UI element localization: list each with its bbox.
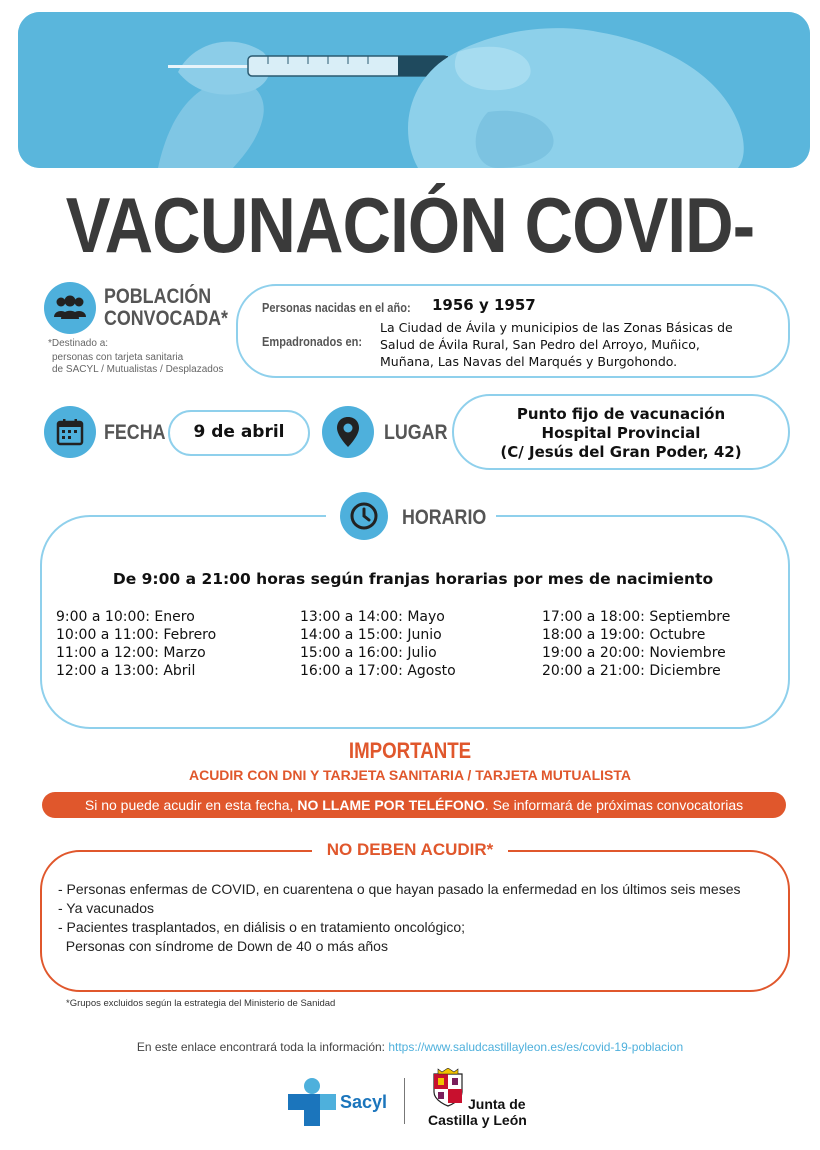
warning-text-emphasis: NO LLAME POR TELÉFONO [297, 797, 485, 813]
people-icon [44, 282, 96, 334]
horario-column-1 [56, 608, 216, 680]
horario-slot: 18:00 a 19:00: Octubre [542, 627, 706, 643]
location-pin-icon [322, 406, 374, 458]
horario-slot: 14:00 a 15:00: Junio [300, 627, 442, 643]
empadronados-line2: Salud de Ávila Rural, San Pedro del Arroyo, Muñico, [380, 337, 700, 352]
lugar-label: LUGAR [384, 421, 448, 444]
nacidas-label: Personas nacidas en el año: [262, 300, 411, 315]
logo-divider [404, 1078, 405, 1124]
horario-column-3 [542, 608, 730, 680]
nacidas-value: 1956 y 1957 [432, 296, 536, 314]
list-item: Personas con síndrome de Down de 40 o más años [58, 938, 388, 954]
calendar-icon [44, 406, 96, 458]
poblacion-label-line2: CONVOCADA* [104, 307, 228, 330]
warning-text-start: Si no puede acudir en esta fecha, [84, 797, 298, 813]
header-banner-image [18, 12, 810, 168]
empadronados-label: Empadronados en: [262, 334, 363, 349]
no-deben-title: NO DEBEN ACUDIR* [312, 838, 508, 862]
horario-slot: 12:00 a 13:00: Abril [56, 663, 196, 679]
sacyl-cross-icon [288, 1078, 336, 1126]
horario-column-2 [300, 608, 456, 680]
destinado-line2: de SACYL / Mutualistas / Desplazados [52, 364, 224, 375]
horario-slot: 13:00 a 14:00: Mayo [300, 609, 445, 625]
sacyl-text: Sacyl [340, 1092, 388, 1112]
enlace-text: En este enlace encontrará toda la información: [136, 1040, 389, 1054]
junta-line1: Junta de [468, 1096, 526, 1112]
list-item: - Pacientes trasplantados, en diálisis o en tratamiento oncológico; [58, 919, 466, 935]
list-item: - Personas enfermas de COVID, en cuarentena o que hayan pasado la enfermedad en los últimos seis meses [58, 881, 741, 897]
horario-label: HORARIO [402, 506, 487, 529]
importante-subtitle: ACUDIR CON DNI Y TARJETA SANITARIA / TARJETA MUTUALISTA [188, 767, 632, 783]
horario-slot: 15:00 a 16:00: Julio [300, 645, 437, 661]
syringe-illustration [18, 12, 810, 168]
page-title: VACUNACIÓN COVID- [65, 181, 755, 269]
no-deben-footnote: *Grupos excluidos según la estrategia del Ministerio de Sanidad [66, 998, 336, 1009]
warning-text-end: . Se informará de próximas convocatorias [484, 797, 744, 813]
importante-warning-bar [42, 792, 786, 818]
enlace-row [0, 1040, 820, 1054]
horario-slot: 11:00 a 12:00: Marzo [56, 645, 206, 661]
lugar-line2: Hospital Provincial [541, 424, 701, 442]
empadronados-line3: Muñana, Las Navas del Marqués y Burgohondo. [380, 354, 678, 369]
horario-slot: 20:00 a 21:00: Diciembre [542, 663, 721, 679]
destinado-line1: personas con tarjeta sanitaria [52, 352, 184, 363]
junta-line2: Castilla y León [428, 1112, 527, 1128]
empadronados-line1: La Ciudad de Ávila y municipios de las Zonas Básicas de [380, 320, 733, 335]
fecha-label: FECHA [104, 421, 166, 444]
horario-slot: 16:00 a 17:00: Agosto [300, 663, 456, 679]
list-item: - Ya vacunados [58, 900, 154, 916]
fecha-value: 9 de abril [193, 422, 285, 442]
lugar-line1: Punto fijo de vacunación [516, 405, 726, 423]
horario-slot: 19:00 a 20:00: Noviembre [542, 645, 726, 661]
no-deben-list [58, 880, 741, 956]
horario-headline: De 9:00 a 21:00 horas según franjas horarias por mes de nacimiento [112, 570, 714, 588]
importante-title: IMPORTANTE [348, 738, 472, 763]
horario-slot: 9:00 a 10:00: Enero [56, 609, 195, 625]
destinado-label: *Destinado a: [48, 338, 109, 349]
horario-slot: 10:00 a 11:00: Febrero [56, 627, 217, 643]
clock-icon [340, 492, 388, 540]
junta-coat-of-arms-icon [432, 1068, 464, 1113]
lugar-line3: (C/ Jesús del Gran Poder, 42) [500, 443, 742, 461]
horario-slot: 17:00 a 18:00: Septiembre [542, 609, 731, 625]
poblacion-label-line1: POBLACIÓN [104, 285, 212, 308]
sacyl-logo [288, 1078, 336, 1131]
enlace-link[interactable]: https://www.saludcastillayleon.es/es/covid-19-poblacion [388, 1040, 684, 1054]
